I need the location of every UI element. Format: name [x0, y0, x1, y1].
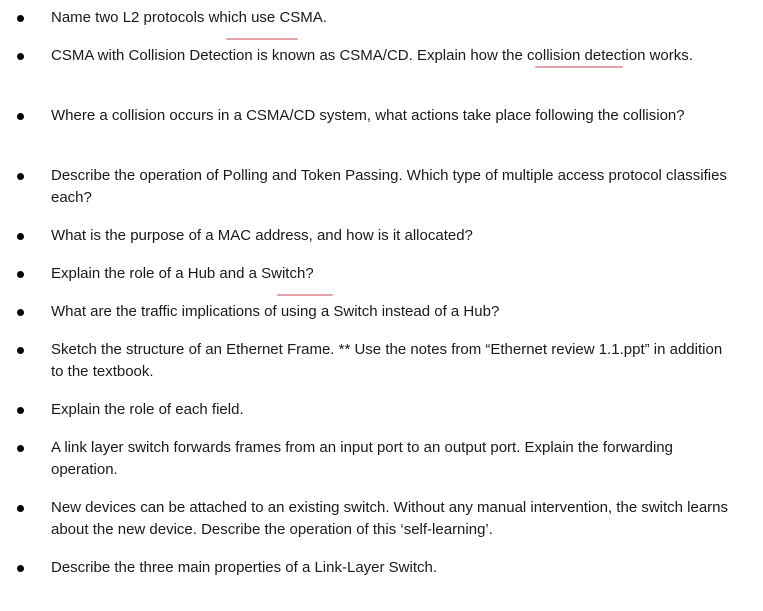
bullet-icon: [17, 173, 24, 180]
question-text: What are the traffic implications of using a Switch instead of a Hub?: [51, 303, 500, 320]
bullet-icon: [17, 565, 24, 572]
bullet-icon: [17, 407, 24, 414]
question-text: Sketch the structure of an Ethernet Frame. ** Use the notes from “Ethernet review 1.1.ppt” in addition to the textbook.: [51, 341, 723, 380]
bullet-icon: [17, 53, 24, 60]
question-text: CSMA with Collision Detection is known as CSMA/CD. Explain how the collision detection works.: [51, 47, 693, 64]
question-text: Describe the three main properties of a Link-Layer Switch.: [51, 559, 438, 576]
bullet-icon: [17, 445, 24, 452]
question-text: New devices can be attached to an existing switch. Without any manual intervention, the switch learns about the new device. Describe the operation of this ‘self-learning’.: [51, 499, 729, 538]
markup-underline: [226, 38, 298, 40]
question-text: Explain the role of a Hub and a Switch?: [51, 265, 314, 282]
markup-underline: [277, 294, 333, 296]
bullet-icon: [17, 233, 24, 240]
question-text: Where a collision occurs in a CSMA/CD system, what actions take place following the collision?: [51, 107, 685, 124]
bullet-icon: [17, 347, 24, 354]
question-text: Name two L2 protocols which use CSMA.: [51, 9, 327, 26]
markup-underline: [535, 66, 623, 68]
question-text: Describe the operation of Polling and Token Passing. Which type of multiple access protocol classifies each?: [51, 167, 727, 206]
question-text: What is the purpose of a MAC address, and how is it allocated?: [51, 227, 473, 244]
bullet-icon: [17, 309, 24, 316]
question-text: A link layer switch forwards frames from an input port to an output port. Explain the forwarding operation.: [51, 439, 673, 478]
bullet-icon: [17, 271, 24, 278]
bullet-icon: [17, 15, 24, 22]
bullet-icon: [17, 505, 24, 512]
question-text: Explain the role of each field.: [51, 401, 244, 418]
bullet-icon: [17, 113, 24, 120]
